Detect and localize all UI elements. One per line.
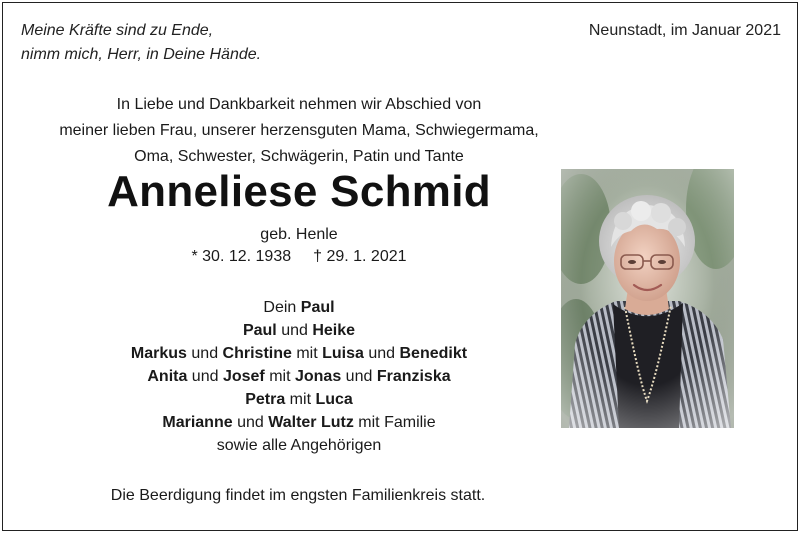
death-date: † 29. 1. 2021 [313, 248, 407, 265]
mourner-name: Franziska [376, 368, 451, 385]
mourners-row [3, 434, 595, 457]
obituary-notice [2, 2, 798, 531]
mourner-name: Anita [147, 368, 188, 385]
verse-line: Meine Kräfte sind zu Ende, [21, 22, 214, 39]
connector-text: und [187, 368, 223, 385]
mourner-name: Paul [242, 322, 277, 339]
mourners-row [3, 319, 595, 342]
mourners-list [3, 296, 595, 457]
intro-line: Oma, Schwester, Schwägerin, Patin und Tante [134, 148, 464, 165]
mourner-name: Benedikt [399, 345, 468, 362]
birth-name: geb. Henle [260, 226, 338, 243]
mourners-row [3, 296, 595, 319]
funeral-note: Die Beerdigung findet im engsten Familienkreis statt. [110, 487, 486, 504]
connector-text: sowie alle Angehörigen [216, 437, 382, 454]
verse-line: nimm mich, Herr, in Deine Hände. [21, 46, 262, 63]
life-dates [3, 246, 595, 268]
connector-text: mit Familie [353, 414, 436, 431]
mourners-row [3, 411, 595, 434]
place-and-date: Neunstadt, im Januar 2021 [588, 22, 781, 39]
mourner-name: Luca [315, 391, 353, 408]
deceased-name: Anneliese Schmid [107, 167, 491, 216]
mourner-name: Paul [300, 299, 335, 316]
mourners-row [3, 365, 595, 388]
mourners-row [3, 388, 595, 411]
mourner-name: Markus [130, 345, 187, 362]
mourner-name: Christine [222, 345, 292, 362]
mourner-name: Josef [222, 368, 265, 385]
connector-text: und [186, 345, 223, 362]
mourner-name: Luisa [322, 345, 364, 362]
connector-text: und [276, 322, 313, 339]
intro-line: meiner lieben Frau, unserer herzensguten Mama, Schwiegermama, [59, 122, 539, 139]
portrait-image [561, 169, 734, 428]
intro-line: In Liebe und Dankbarkeit nehmen wir Abschied von [116, 96, 482, 113]
connector-text: mit [285, 391, 316, 408]
connector-text: und [363, 345, 400, 362]
connector-text: mit [264, 368, 295, 385]
bible-verse [21, 19, 261, 67]
connector-text: und [232, 414, 269, 431]
mourner-name: Marianne [162, 414, 233, 431]
intro-text [3, 92, 595, 170]
mourners-row [3, 342, 595, 365]
birth-date: * 30. 12. 1938 [191, 248, 292, 265]
mourner-name: Walter Lutz [268, 414, 354, 431]
connector-text: und [341, 368, 377, 385]
mourner-name: Petra [245, 391, 286, 408]
mourner-name: Jonas [294, 368, 342, 385]
connector-text: Dein [263, 299, 301, 316]
connector-text: mit [291, 345, 323, 362]
portrait-photo [561, 169, 734, 428]
mourner-name: Heike [312, 322, 356, 339]
